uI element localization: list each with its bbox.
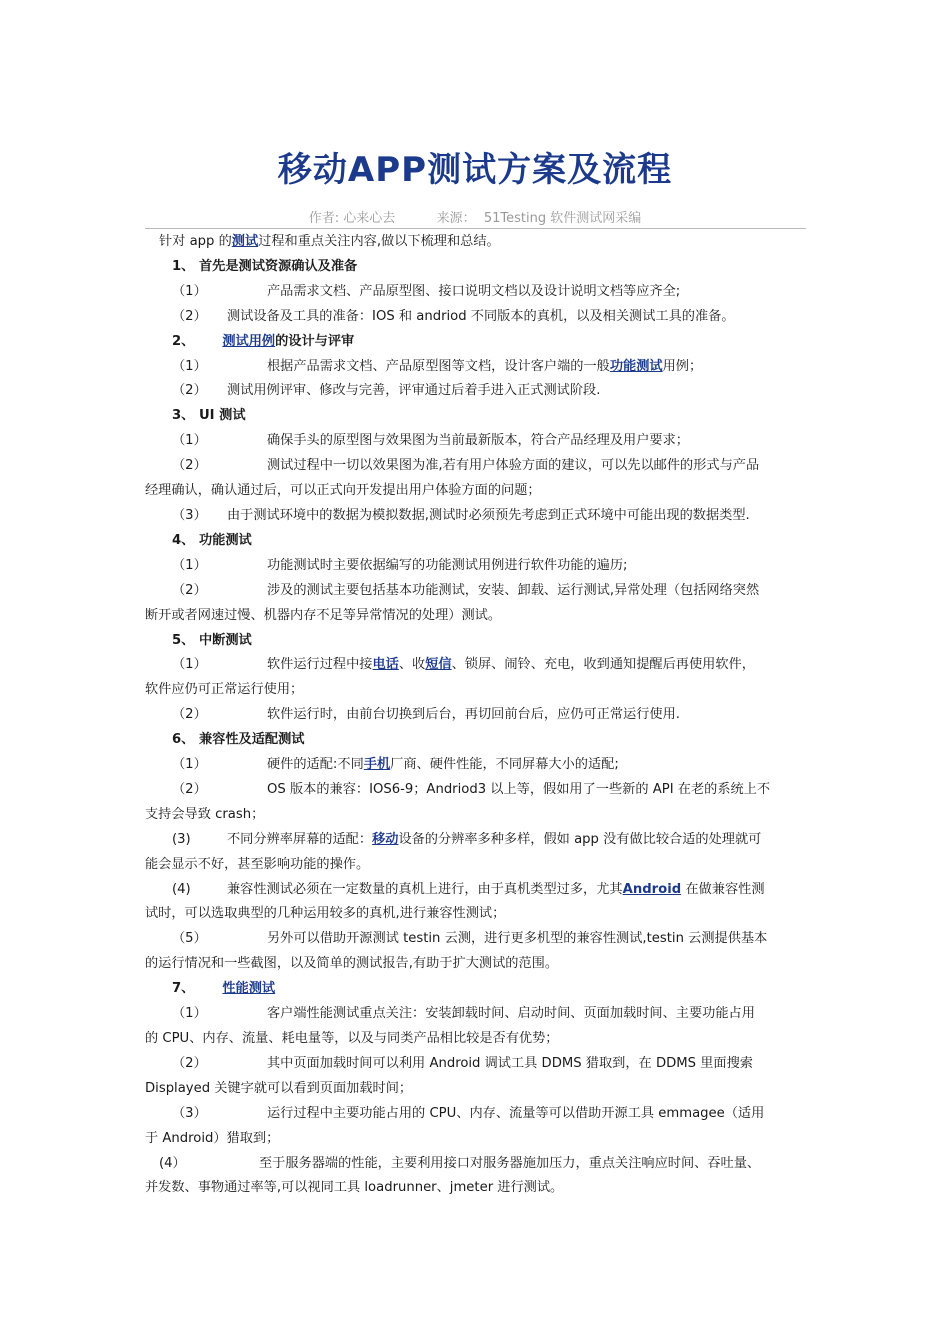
s3-item-2-cont: 经理确认，确认通过后，可以正式向开发提出用户体验方面的问题； — [145, 483, 541, 499]
s6-item-3 — [145, 828, 807, 853]
s7-item-4-cont: 并发数、事物通过率等,可以视同工具 loadrunner、jmeter 进行测试。 — [145, 1180, 564, 1196]
article-body — [145, 230, 807, 1201]
section-5-heading: 5、 中断测试 — [172, 632, 252, 648]
section-number: 7、 — [172, 981, 195, 997]
item-number: (3) — [172, 831, 191, 847]
item-number: （1） — [172, 433, 207, 449]
link-sms[interactable]: 短信 — [425, 657, 452, 673]
section-2-heading — [145, 330, 807, 355]
intro-text-tail: 过程和重点关注内容,做以下梳理和总结。 — [258, 234, 500, 249]
s1-item-1 — [145, 280, 807, 305]
intro-paragraph — [145, 230, 807, 255]
link-phone-call[interactable]: 电话 — [372, 657, 399, 673]
section-3-heading: 3、 UI 测试 — [172, 408, 246, 424]
section-4-heading: 4、 功能测试 — [172, 532, 252, 548]
item-number: （3） — [172, 1105, 207, 1121]
s7-item-2-cont: Displayed 关键字就可以看到页面加载时间； — [145, 1080, 413, 1096]
link-test-cases[interactable]: 测试用例 — [222, 333, 276, 349]
s4-item-1 — [145, 554, 807, 579]
item-text: 软件运行过程中接 — [267, 657, 373, 673]
item-number: （2） — [172, 707, 207, 723]
item-text: 至于服务器端的性能，主要利用接口对服务器施加压力，重点关注响应时间、吞吐量、 — [259, 1155, 761, 1171]
header-divider — [145, 228, 806, 229]
s6-item-4-cont: 试时，可以选取典型的几种运用较多的真机,进行兼容性测试； — [145, 906, 506, 922]
s2-item-2 — [145, 379, 807, 404]
s4-item-2 — [145, 579, 807, 604]
s6-item-2-cont: 支持会导致 crash； — [145, 806, 265, 822]
item-text: 其中页面加载时间可以利用 Android 调试工具 DDMS 猎取到，在 DDMS 里面搜索 — [267, 1055, 753, 1071]
link-android[interactable]: Android — [622, 881, 682, 897]
s7-item-1 — [145, 1002, 807, 1027]
item-number: （3） — [172, 507, 207, 523]
s5-item-1 — [145, 653, 807, 678]
item-text: OS 版本的兼容：IOS6-9；Andriod3 以上等，假如用了一些新的 API 在老的系统上不 — [267, 781, 771, 797]
s3-item-1 — [145, 429, 807, 454]
section-1-heading: 1、 首先是测试资源确认及准备 — [172, 258, 358, 274]
item-text: 软件运行时，由前台切换到后台，再切回前台后，应仍可正常运行使用. — [267, 707, 681, 723]
item-number: （1） — [172, 1006, 207, 1022]
item-text-tail: 厂商、硬件性能，不同屏幕大小的适配; — [390, 757, 619, 773]
item-number: （2） — [172, 383, 207, 399]
item-text: 运行过程中主要功能占用的 CPU、内存、流量等可以借助开源工具 emmagee（适用 — [267, 1105, 765, 1121]
item-text: 确保手头的原型图与效果图为当前最新版本，符合产品经理及用户要求； — [267, 433, 689, 449]
s7-item-3-cont: 于 Android）猎取到； — [145, 1130, 280, 1146]
page-title: 移动APP测试方案及流程 — [277, 150, 673, 190]
item-text: 根据产品需求文档、产品原型图等文档，设计客户端的一般 — [267, 358, 610, 374]
s5-item-1-cont: 软件应仍可正常运行使用； — [145, 682, 304, 698]
item-text: 硬件的适配:不同 — [267, 757, 364, 773]
item-text-tail: 设备的分辨率多种多样，假如 app 没有做比较合适的处理就可 — [398, 831, 762, 847]
item-number: （2） — [172, 458, 207, 474]
s1-item-2 — [145, 305, 807, 330]
s6-item-3-cont: 能会显示不好，甚至影响功能的操作。 — [145, 856, 370, 872]
item-text: 功能测试时主要依据编写的功能测试用例进行软件功能的遍历; — [267, 557, 628, 573]
item-number: （1） — [172, 358, 207, 374]
item-number: (4) — [172, 881, 191, 897]
item-number: （2） — [172, 1055, 207, 1071]
s7-item-3 — [145, 1102, 807, 1127]
item-number: （1） — [172, 757, 207, 773]
s7-item-1-cont: 的 CPU、内存、流量、耗电量等，以及与同类产品相比较是否有优势； — [145, 1031, 559, 1046]
s7-item-4 — [145, 1152, 807, 1177]
s7-item-2 — [145, 1052, 807, 1077]
item-text-tail: 在做兼容性测 — [681, 881, 765, 897]
s6-item-1 — [145, 753, 807, 778]
item-text: 、锁屏、闹铃、充电，收到通知提醒后再使用软件， — [451, 657, 755, 673]
item-number: (4） — [159, 1155, 186, 1171]
item-text-tail: 用例； — [662, 358, 703, 374]
item-number: （2） — [172, 781, 207, 797]
link-functional-testing[interactable]: 功能测试 — [609, 358, 663, 374]
s6-item-5-cont: 的运行情况和一些截图，以及简单的测试报告,有助于扩大测试的范围。 — [145, 956, 559, 972]
link-performance-testing[interactable]: 性能测试 — [222, 981, 276, 997]
section-6-heading: 6、 兼容性及适配测试 — [172, 732, 305, 748]
section-7-heading — [145, 977, 807, 1002]
link-testing[interactable]: 测试 — [231, 234, 259, 249]
s3-item-3 — [145, 504, 807, 529]
item-number: （1） — [172, 283, 207, 299]
section-number: 2、 — [172, 333, 195, 349]
item-number: （2） — [172, 582, 207, 598]
intro-text: 针对 app 的 — [159, 234, 232, 249]
item-text: 不同分辨率屏幕的适配： — [227, 831, 373, 847]
item-text: 测试过程中一切以效果图为准,若有用户体验方面的建议，可以先以邮件的形式与产品 — [267, 458, 760, 474]
s3-item-2 — [145, 454, 807, 479]
item-number: （1） — [172, 557, 207, 573]
item-text: 由于测试环境中的数据为模拟数据,测试时必须预先考虑到正式环境中可能出现的数据类型. — [227, 507, 750, 523]
article-meta: 作者: 心来心去 来源： 51Testing 软件测试网采编 — [308, 211, 642, 226]
item-text: 产品需求文档、产品原型图、接口说明文档以及设计说明文档等应齐全; — [267, 283, 681, 299]
item-text: 、收 — [398, 657, 426, 673]
item-text: 兼容性测试必须在一定数量的真机上进行，由于真机类型过多，尤其 — [227, 881, 623, 897]
s2-item-1 — [145, 355, 807, 380]
item-text: 测试设备及工具的准备：IOS 和 andriod 不同版本的真机，以及相关测试工具的准备。 — [227, 308, 735, 324]
s6-item-2 — [145, 778, 807, 803]
section-heading-text: 的设计与评审 — [275, 333, 355, 349]
item-text: 另外可以借助开源测试 testin 云测，进行更多机型的兼容性测试,testin 云测提供基本 — [267, 931, 768, 947]
item-text: 测试用例评审、修改与完善，评审通过后着手进入正式测试阶段. — [227, 383, 601, 399]
item-text: 涉及的测试主要包括基本功能测试，安装、卸载、运行测试,异常处理（包括网络突然 — [267, 582, 760, 598]
s6-item-4 — [145, 878, 807, 903]
link-mobile-phone[interactable]: 手机 — [363, 757, 391, 773]
item-number: （2） — [172, 308, 207, 324]
item-number: （1） — [172, 657, 207, 673]
s6-item-5 — [145, 927, 807, 952]
s5-item-2 — [145, 703, 807, 728]
item-text: 客户端性能测试重点关注：安装卸载时间、启动时间、页面加载时间、主要功能占用 — [267, 1006, 755, 1022]
link-mobile[interactable]: 移动 — [372, 831, 399, 847]
s4-item-2-cont: 断开或者网速过慢、机器内存不足等异常情况的处理）测试。 — [145, 607, 502, 623]
item-number: （5） — [172, 931, 207, 947]
